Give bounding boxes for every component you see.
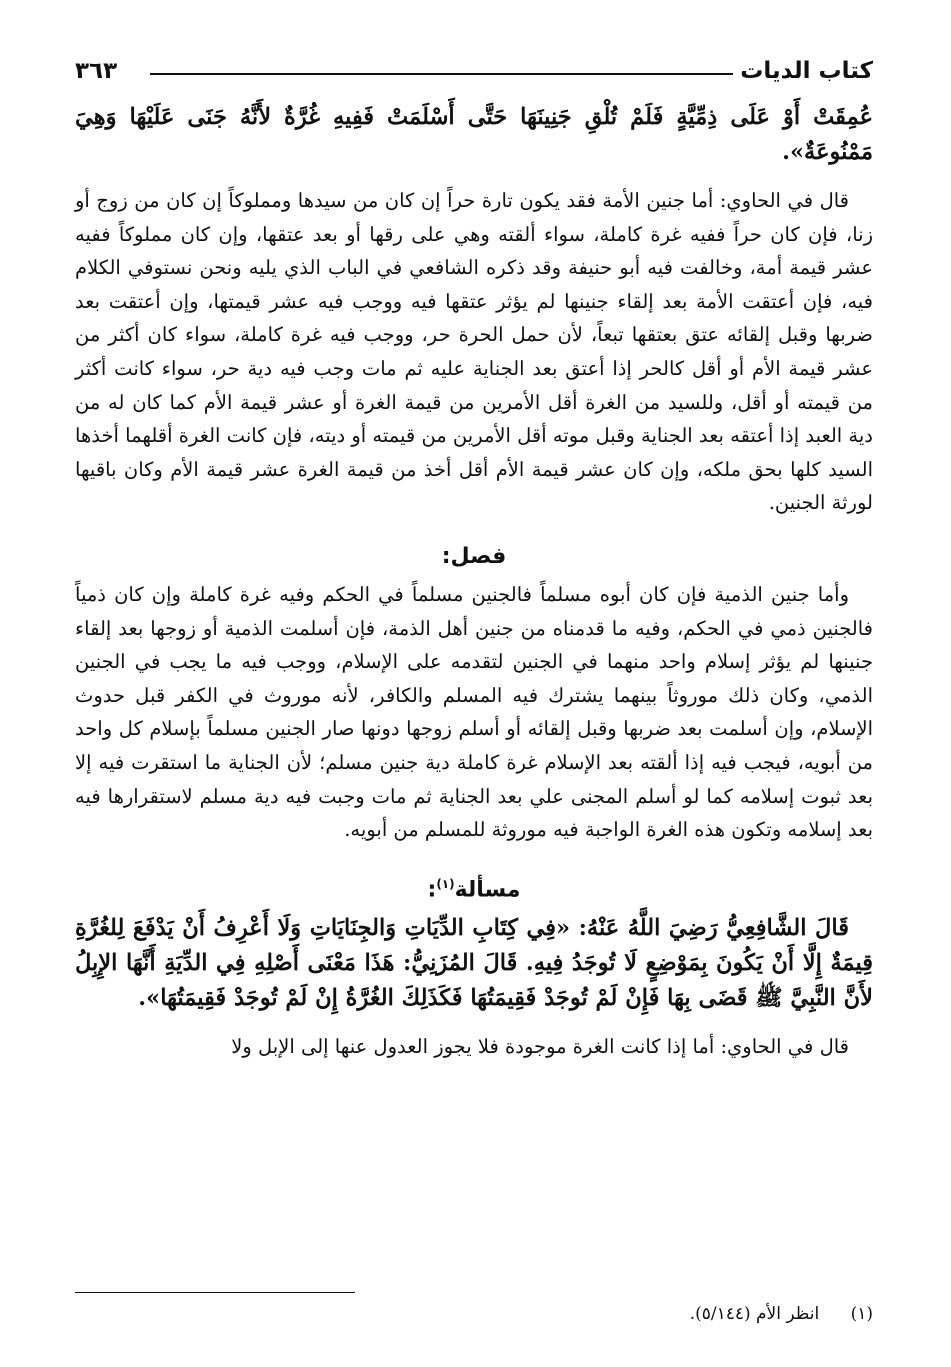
section-heading: فصل: <box>441 543 507 569</box>
commentary-paragraph: قال في الحاوي: أما جنين الأمة فقد يكون تارة حراً إن كان من سيدها ومملوكاً إن كان من زوج أو زنا، فإن كان حراً ففيه غرة كاملة، سواء ألقته وهي على رقها أو بعد عتقها، وإن كان مملوكاً ففيه عشر قيمة أمة، وخالفت فيه أبو حنيفة وقد ذكره الشافعي في الباب الذي يليه ونحن نستوفي الكلام فيه، فإن أعتقت الأمة بعد إلقاء جنينها لم يؤثر عتقها فيه ووجب فيه عشر قيمتها، وإن أعتقت بعد ضربها وقبل إلقائه عتق بعتقها تبعاً، لأن حمل الحرة حر، ووجب فيه غرة كاملة، سواء كان أكثر من عشر قيمة الأم أو أقل كالحر إذا أعتق بعد الجناية عليه ثم مات وجب فيه دية حر، سواء كانت أكثر من قيمته أو أقل، وللسيد من الغرة أقل الأمرين من قيمة الغرة أو عشر قيمة الأم كما كان له من دية العبد إذا أعتقه بعد الجناية وقبل موته أقل الأمرين من قيمته أو ديته، فإن كانت الغرة أقلهما أخذها السيد كلها بحق ملكه، وإن كان عشر قيمة الأم أقل أخذ من قيمة الغرة عشر قيمة الأم وكان باقيها لورثة الجنين. <box>75 189 873 515</box>
footnote-text: انظر الأم (٥/١٤٤). <box>689 1304 820 1324</box>
section-paragraph: وأما جنين الذمية فإن كان أبوه مسلماً فالجنين مسلماً في الحكم وفيه غرة كاملة وإن كان ذمياً فالجنين ذمي في الحكم، وفيه ما قدمناه من جنين أهل الذمة، فإن أسلمت الذمية أو زوجها بعد إلقاء جنينها لم يؤثر إسلام واحد منهما في الجنين لتقدمه على الإسلام، ووجب فيه ما يجب في الجنين الذمي، وكان ذلك موروثاً بينهما يشترك فيه المسلم والكافر، لأنه موروث في الكفر قبل حدوث الإسلام، وإن أسلمت بعد ضربها وقبل إلقائه أو أسلم زوجها دونها صار الجنين مسلماً بإسلام كل واحد من أبويه، فيجب فيه إذا ألقته بعد الإسلام غرة كاملة دية جنين مسلم؛ لأن الجناية ما استقرت فيه إلا بعد ثبوت إسلامه كما لو أسلم المجنى علي بعد الجناية ثم مات وجبت فيه دية مسلم لاستقرارها فيه بعد إسلامه وتكون هذه الغرة الواجبة فيه موروثة للمسلم من أبويه. <box>75 582 874 842</box>
footnote-number: (١) <box>850 1304 873 1324</box>
commentary-paragraph-2: قال في الحاوي: أما إذا كانت الغرة موجودة فلا يجوز العدول عنها إلى الإبل ولا <box>231 1035 849 1059</box>
page-header <box>75 58 873 92</box>
header-rule <box>150 73 733 75</box>
running-title: كتاب الديات <box>740 58 873 84</box>
shafii-quote-paragraph: قَالَ الشَّافِعِيُّ رَضِيَ اللَّهُ عَنْهُ: «فِي كِتَابِ الدِّيَاتِ وَالجِنَايَاتِ وَلَا أَعْرِفُ أَنْ يَدْفَعَ لِلغُرَّةِ قِيمَةٌ إِلَّا أَنْ يَكُونَ بِمَوْضِعٍ لَا تُوجَدُ فِيهِ. قَالَ المُزَنِيُّ: هَذَا مَعْنَى أَصْلِهِ فِي الدِّيَةِ أَنَّهَا الإِبِلُ لأَنَّ النَّبِيَّ ﷺ قَضَى بِهَا فَإِنْ لَمْ تُوجَدْ فَقِيمَتُهَا فَكَذَلِكَ الغُرَّةُ إِنْ لَمْ تُوجَدْ فَقِيمَتُهَا». <box>75 915 873 1012</box>
page-number: ٣٦٣ <box>75 58 118 84</box>
page-body <box>75 100 873 1064</box>
footnote-reference: (١) <box>436 876 455 891</box>
footnote <box>690 1304 873 1324</box>
issue-heading-colon: : <box>427 877 437 903</box>
issue-heading-text: مسألة <box>454 877 521 903</box>
footnote-rule <box>75 1292 355 1293</box>
quoted-text-continuation: عُمِقَتْ أَوْ عَلَى ذِمِّيَّةٍ فَلَمْ تُلْقِ جَنِينَهَا حَتَّى أَسْلَمَتْ فَفِيهِ غُرَّةٌ لأَنَّهُ جَنَى عَلَيْهَا وَهِيَ مَمْنُوعَةٌ». <box>75 104 873 165</box>
issue-heading <box>75 869 873 905</box>
